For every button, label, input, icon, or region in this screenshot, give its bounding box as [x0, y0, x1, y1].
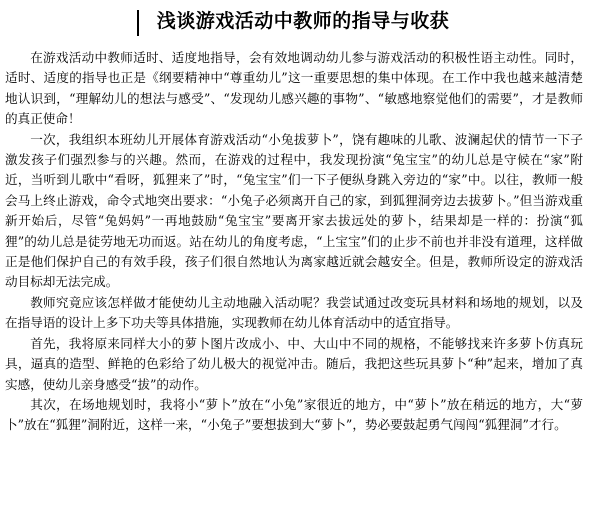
- paragraph-1: 在游戏活动中教师适时、适度地指导，会有效地调动幼儿参与游戏活动的积极性语主动性。同时，适时、适度的指导也正是《纲要精神中“尊重幼儿”这一重要思想的集中体现。在工作中我也越来越清楚地认识到，“理解幼儿的想法与感受”、“发现幼儿感兴趣的事物”、“敏感地察觉他们的需要”，才是教师的真正使命！: [5, 50, 583, 127]
- text-cursor: [137, 10, 139, 36]
- paragraph-4: 首先，我将原来同样大小的萝卜图片改成小、中、大山中不同的规格，不能够找来许多萝卜仿真玩具，逼真的造型、鲜艳的色彩给了幼儿极大的视觉冲击。随后，我把这些玩具萝卜“种”起来，增加了真实感，使幼儿亲身感受“拔”的动作。: [5, 335, 583, 392]
- document-body: [5, 48, 583, 436]
- document-title: 浅谈游戏活动中教师的指导与收获: [156, 10, 450, 32]
- paragraph-3: 教师究竟应该怎样做才能使幼儿主动地融入活动呢？我尝试通过改变玩具材料和场地的规划，以及在指导语的设计上多下功夫等具体措施，实现教师在幼儿体育活动中的适宜指导。: [5, 294, 583, 331]
- paragraph-2: 一次，我组织本班幼儿开展体育游戏活动“小兔拔萝卜”，饶有趣味的儿歌、波澜起伏的情节一下子激发孩子们强烈参与的兴趣。然而，在游戏的过程中，我发现扮演“兔宝宝”的幼儿总是守候在“家”附近，当听到儿歌中“看呀，狐狸来了”时，“兔宝宝”们一下子便纵身跳入旁边的“家”中。以往，教师一般会马上终止游戏，命令式地突出要求：“小兔子必须离开自己的家，到狐狸洞旁边去拔萝卜。”但当游戏重新开始后，尽管“兔妈妈”一再地鼓励“兔宝宝”要离开家去拔远处的萝卜，结果却是一样的：扮演“狐狸”的幼儿总是徒劳地无功而返。站在幼儿的角度考虑，“上宝宝”们的止步不前也并非没有道理，这样做正是他们保护自己的有效手段，孩子们很自然地认为离家越近就会越安全。但是，教师所设定的游戏活动目标却无法完成。: [5, 131, 583, 290]
- paragraph-5: 其次，在场地规划时，我将小“萝卜”放在“小兔”家很近的地方，中“萝卜”放在稍远的地方，大“萝卜”放在“狐狸”洞附近，这样一来，“小兔子”要想拔到大“萝卜”，势必要鼓起勇气闯闯“狐狸洞”才行。: [5, 396, 583, 433]
- title-row: [5, 6, 583, 36]
